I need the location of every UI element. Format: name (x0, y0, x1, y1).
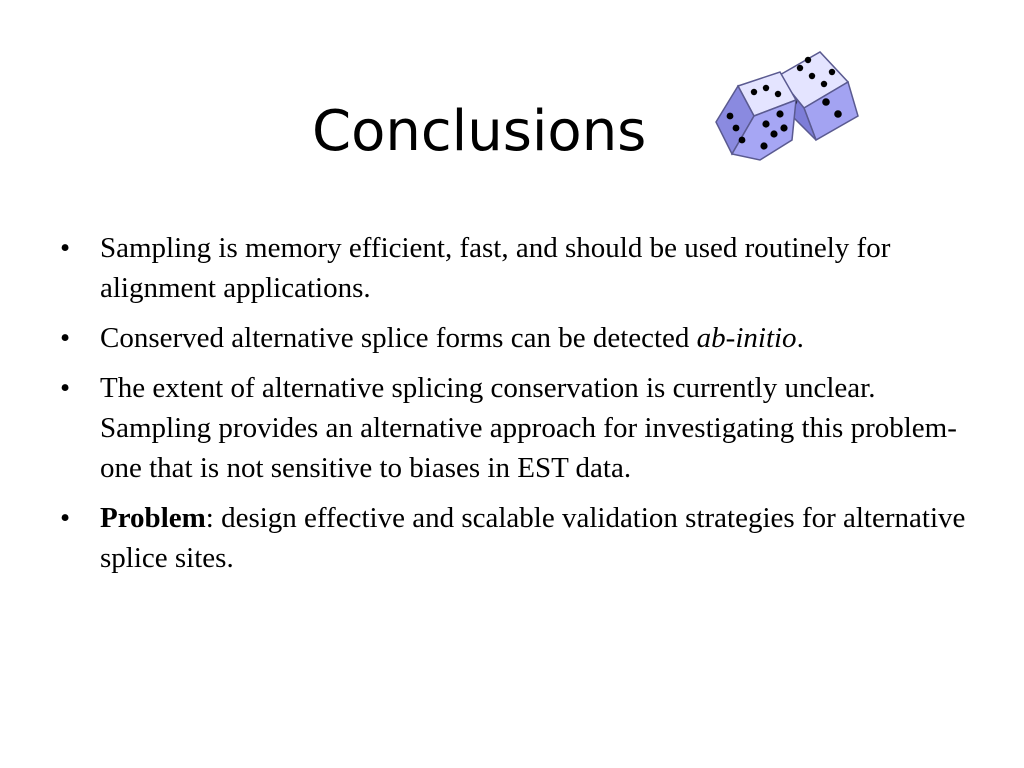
bullet-text: The extent of alternative splicing conservation is currently unclear. Sampling provides an alternative approach for investigating this problem- one that is not sensitive to biases in EST data. (100, 372, 957, 484)
bullet-marker: • (60, 322, 71, 354)
bullet-marker: • (60, 232, 71, 264)
bullet-item (56, 498, 976, 578)
bullet-item (56, 368, 976, 488)
bullet-bold-term: Problem (100, 502, 206, 534)
slide-title: Conclusions (312, 99, 647, 164)
bullet-item (56, 228, 976, 308)
bullet-marker: • (60, 372, 71, 404)
bullet-text: Conserved alternative splice forms can be detected (100, 322, 697, 354)
bullet-text: Sampling is memory efficient, fast, and should be used routinely for alignment applications. (100, 232, 891, 304)
bullet-italic-term: ab-initio (696, 322, 797, 354)
bullet-list (56, 228, 976, 588)
bullet-trailing-text: . (796, 322, 804, 354)
bullet-text: : design effective and scalable validation strategies for alternative splice sites. (100, 502, 966, 574)
bullet-marker: • (60, 502, 71, 534)
bullet-item (56, 318, 976, 358)
dice-icon (708, 42, 868, 168)
